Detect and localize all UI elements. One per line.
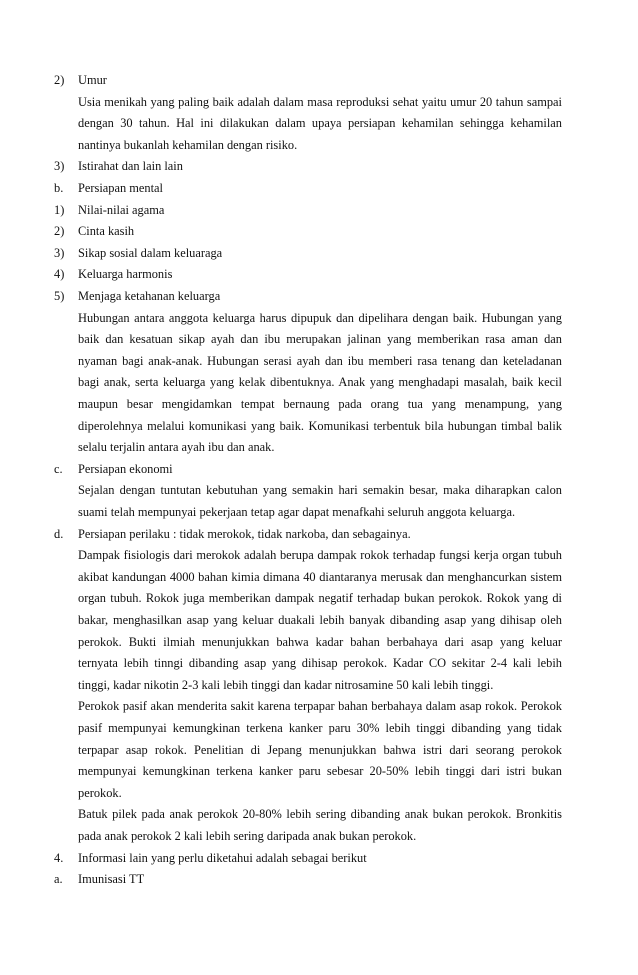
list-item-text: Persiapan perilaku : tidak merokok, tidak narkoba, dan sebagainya. — [78, 527, 411, 541]
paragraph-line: maupun besar mengidamkan tempat bernaung pada orang tua yang menampung, yang — [78, 397, 562, 411]
paragraph-line: baik dan kesatuan sikap ayah dan ibu merupakan jalinan yang memberikan rasa aman dan — [78, 332, 562, 346]
list-marker: 3) — [54, 246, 65, 260]
paragraph-line: dengan 30 tahun. Hal ini dilakukan dalam upaya persiapan kehamilan sehingga kehamilan — [78, 116, 562, 130]
list-item-text: Istirahat dan lain lain — [78, 159, 183, 173]
paragraph-line: Batuk pilek pada anak perokok 20-80% lebih sering dibanding anak bukan perokok. Bronkitis — [78, 807, 562, 821]
list-marker: a. — [54, 872, 63, 886]
list-marker: 4) — [54, 267, 65, 281]
paragraph-line: suami telah mempunyai pekerjaan tetap agar dapat menafkahi seluruh anggota keluarga. — [78, 505, 516, 519]
paragraph-line: Dampak fisiologis dari merokok adalah berupa dampak rokok terhadap fungsi kerja organ tubuh — [78, 548, 562, 562]
list-marker: 2) — [54, 73, 65, 87]
paragraph-line: Sejalan dengan tuntutan kebutuhan yang semakin hari semakin besar, maka diharapkan calon — [78, 483, 562, 497]
list-item-text: Persiapan ekonomi — [78, 462, 173, 476]
paragraph-line: Perokok pasif akan menderita sakit karena terpapar bahan berbahaya dalam asap rokok. Perokok — [78, 699, 562, 713]
paragraph-line: bakar, menghasilkan asap yang keluar duakali lebih banyak dibanding asap yang dihisap oleh — [78, 613, 562, 627]
paragraph-line: pasif mempunyai kemungkinan terkena kanker paru 30% lebih tinggi dibanding yang tidak — [78, 721, 562, 735]
list-marker: 2) — [54, 224, 65, 238]
paragraph-line: organ tubuh. Rokok juga memberikan dampak negatif terhadap bukan perokok. Rokok yang di — [78, 591, 562, 605]
paragraph-line: ternyata lebih tinngi dibanding asap yang dihisap perokok. Kadar CO sekitar 2-4 kali lebih — [78, 656, 562, 670]
paragraph-line: pada anak perokok 2 kali lebih sering daripada anak bukan perokok. — [78, 829, 417, 843]
paragraph-line: perokok. Bukti ilmiah menunjukkan bahwa kadar bahan berbahaya dari asap yang keluar — [78, 635, 562, 649]
list-item-text: Keluarga harmonis — [78, 267, 173, 281]
list-item-text: Sikap sosial dalam keluaraga — [78, 246, 223, 260]
paragraph-line: Usia menikah yang paling baik adalah dalam masa reproduksi sehat yaitu umur 20 tahun sampai — [78, 95, 562, 109]
paragraph-line: terpapar asap rokok. Penelitian di Jepang menunjukkan bahwa istri dari seorang perokok — [78, 743, 562, 757]
list-marker: 3) — [54, 159, 65, 173]
paragraph-line: akibat kandungan 4000 bahan kimia dimana 40 diantaranya merusak dan menghancurkan sistem — [78, 570, 562, 584]
paragraph-line: mempunyai kemungkinan terkena kanker paru sebesar 20-50% lebih tinggi dari istri bukan — [78, 764, 562, 778]
list-marker: d. — [54, 527, 64, 541]
paragraph-line: bagi anak, serta keluarga yang kelak dibentuknya. Anak yang menghadapi masalah, baik kecil — [78, 375, 562, 389]
paragraph-line: diperolehnya melalui komunikasi yang baik. Komunikasi terbentuk bila hubungan timbal balik — [78, 419, 562, 433]
paragraph-line: selalu terjalin antara ayah ibu dan anak. — [78, 440, 275, 454]
paragraph-line: perokok. — [78, 786, 122, 800]
list-marker: b. — [54, 181, 64, 195]
list-marker: c. — [54, 462, 63, 476]
list-item-text: Nilai-nilai agama — [78, 203, 165, 217]
list-marker: 5) — [54, 289, 65, 303]
list-item-text: Persiapan mental — [78, 181, 163, 195]
list-item-text: Umur — [78, 73, 107, 87]
list-item-text: Menjaga ketahanan keluarga — [78, 289, 221, 303]
list-item-text: Informasi lain yang perlu diketahui adalah sebagai berikut — [78, 851, 367, 865]
list-marker: 1) — [54, 203, 65, 217]
paragraph-line: nantinya bukanlah kehamilan dengan risiko. — [78, 138, 298, 152]
paragraph-line: nyaman bagi anak-anak. Hubungan serasi ayah dan ibu memberi rasa tenang dan keteladanan — [78, 354, 562, 368]
paragraph-line: tinggi, kadar nikotin 2-3 kali lebih tinggi dan kadar nitrosamine 50 kali lebih tinggi. — [78, 678, 494, 692]
paragraph-line: Hubungan antara anggota keluarga harus dipupuk dan dipelihara dengan baik. Hubungan yang — [78, 311, 562, 325]
list-item-text: Cinta kasih — [78, 224, 135, 238]
list-item-text: Imunisasi TT — [78, 872, 145, 886]
list-marker: 4. — [54, 851, 64, 865]
